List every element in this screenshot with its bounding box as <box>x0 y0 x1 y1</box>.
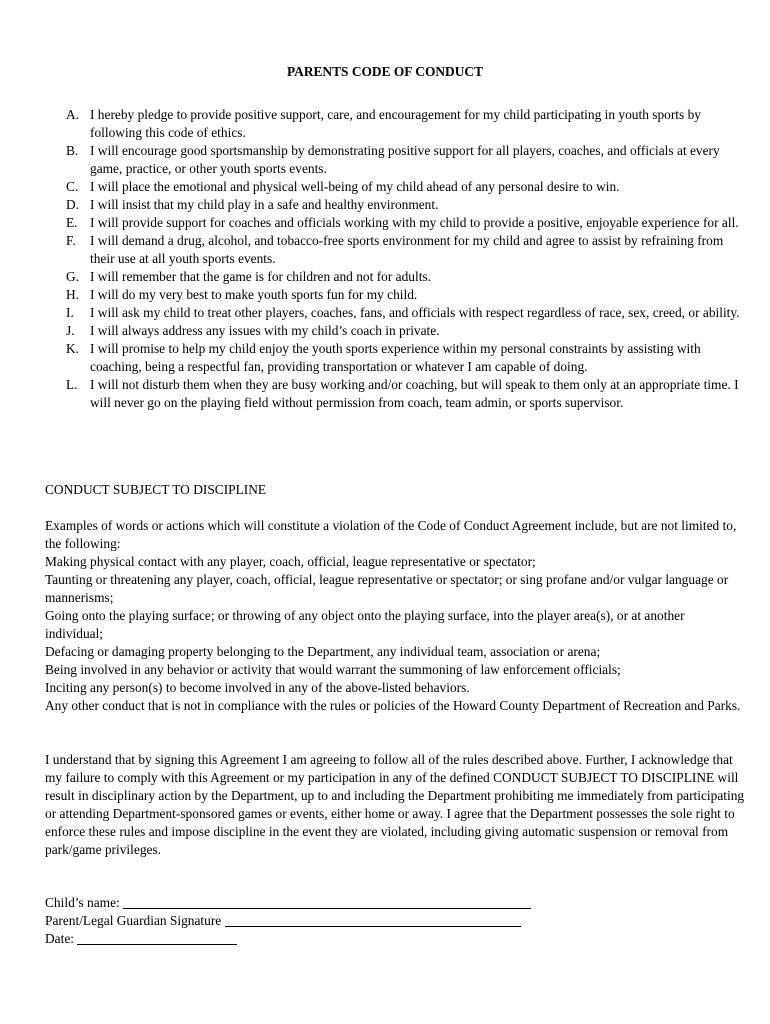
pledge-letter: F. <box>66 233 76 248</box>
pledge-text: I will remember that the game is for children and not for adults. <box>90 269 431 284</box>
pledge-item <box>66 214 746 232</box>
pledge-text: I will ask my child to treat other players, coaches, fans, and officials with respect regardless of race, sex, creed, or ability. <box>90 305 740 320</box>
pledge-letter: D. <box>66 197 80 212</box>
child-name-field[interactable] <box>123 894 531 909</box>
pledge-letter: G. <box>66 269 80 284</box>
date-field[interactable] <box>77 930 237 945</box>
signature-label: Parent/Legal Guardian Signature <box>45 913 222 928</box>
pledge-item <box>66 376 746 412</box>
pledge-text: I will provide support for coaches and officials working with my child to provide a positive, enjoyable experience for all. <box>90 215 739 230</box>
document-title: PARENTS CODE OF CONDUCT <box>286 64 484 79</box>
examples-section <box>45 517 745 715</box>
example-item: Going onto the playing surface; or throwing of any object onto the playing surface, into the player area(s), or at another individual; <box>45 608 685 641</box>
date-row <box>45 930 745 948</box>
child-name-row <box>45 894 745 912</box>
pledge-item <box>66 178 746 196</box>
examples-intro: Examples of words or actions which will constitute a violation of the Code of Conduct Agreement include, but are not limited to, the following: <box>45 518 737 551</box>
pledge-item <box>66 340 746 376</box>
signature-row <box>45 912 745 930</box>
example-item: Any other conduct that is not in compliance with the rules or policies of the Howard County Department of Recreation and Parks. <box>45 698 741 713</box>
example-item: Being involved in any behavior or activity that would warrant the summoning of law enforcement officials; <box>45 662 621 677</box>
pledge-item <box>66 106 746 142</box>
child-name-label: Child’s name: <box>45 895 120 910</box>
example-item: Defacing or damaging property belonging to the Department, any individual team, association or arena; <box>45 644 601 659</box>
pledge-text: I will demand a drug, alcohol, and tobacco-free sports environment for my child and agree to assist by refraining from their use at all youth sports events. <box>90 233 724 266</box>
pledge-item <box>66 196 746 214</box>
pledge-item <box>66 142 746 178</box>
pledge-text: I will not disturb them when they are busy working and/or coaching, but will speak to them only at an appropriate time. I will never go on the playing field without permission from coach, team admin, or sports supervisor. <box>90 377 739 410</box>
pledge-text: I will insist that my child play in a safe and healthy environment. <box>90 197 439 212</box>
pledge-letter: C. <box>66 179 79 194</box>
pledge-item <box>66 304 746 322</box>
pledge-list <box>66 106 746 412</box>
pledge-text: I will place the emotional and physical well-being of my child ahead of any personal desire to win. <box>90 179 620 194</box>
pledge-text: I will encourage good sportsmanship by demonstrating positive support for all players, coaches, and officials at every game, practice, or other youth sports events. <box>90 143 720 176</box>
pledge-text: I will promise to help my child enjoy the youth sports experience within my personal constraints by assisting with coaching, being a respectful fan, providing transportation or whatever I am capable of doing. <box>90 341 701 374</box>
pledge-letter: H. <box>66 287 80 302</box>
pledge-item <box>66 322 746 340</box>
pledge-text: I hereby pledge to provide positive support, care, and encouragement for my child participating in youth sports by following this code of ethics. <box>90 107 701 140</box>
pledge-item <box>66 232 746 268</box>
pledge-letter: E. <box>66 215 78 230</box>
pledge-letter: K. <box>66 341 80 356</box>
pledge-letter: L. <box>66 377 78 392</box>
pledge-letter: B. <box>66 143 79 158</box>
pledge-letter: I. <box>66 305 74 320</box>
signature-field[interactable] <box>225 912 521 927</box>
date-label: Date: <box>45 931 74 946</box>
example-item: Taunting or threatening any player, coach, official, league representative or spectator; or sing profane and/or vulgar language or mannerisms; <box>45 572 729 605</box>
signature-section <box>45 894 745 948</box>
example-item: Inciting any person(s) to become involved in any of the above-listed behaviors. <box>45 680 470 695</box>
pledge-letter: A. <box>66 107 80 122</box>
agreement-paragraph: I understand that by signing this Agreement I am agreeing to follow all of the rules described above. Further, I acknowledge that my failure to comply with this Agreement or my participation in any of the defined CONDUCT SUBJECT TO DISCIPLINE will result in disciplinary action by the Department, up to and including the Department prohibiting me immediately from participating or attending Department-sponsored games or events, either home or away. I agree that the Department possesses the sole right to enforce these rules and impose discipline in the event they are violated, including giving automatic suspension or removal from park/game privileges. <box>45 752 745 857</box>
discipline-heading: CONDUCT SUBJECT TO DISCIPLINE <box>45 482 267 497</box>
pledge-item <box>66 268 746 286</box>
pledge-letter: J. <box>66 323 75 338</box>
pledge-text: I will do my very best to make youth sports fun for my child. <box>90 287 418 302</box>
pledge-text: I will always address any issues with my child’s coach in private. <box>90 323 440 338</box>
example-item: Making physical contact with any player, coach, official, league representative or spectator; <box>45 554 536 569</box>
pledge-item <box>66 286 746 304</box>
